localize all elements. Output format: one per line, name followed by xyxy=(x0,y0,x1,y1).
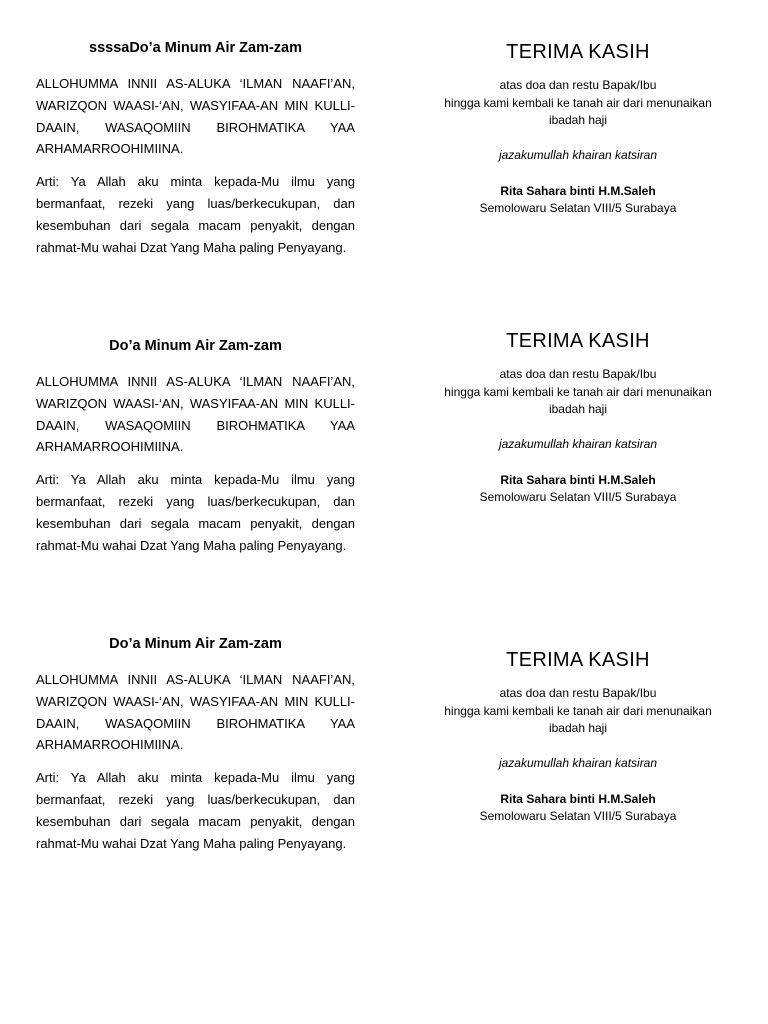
sender-address: Semolowaru Selatan VIII/5 Surabaya xyxy=(479,489,677,504)
thanks-line-1: atas doa dan restu Bapak/Ibu xyxy=(499,686,657,700)
thanks-message xyxy=(433,685,723,738)
doa-text: ALLOHUMMA INNII AS-ALUKA ‘ILMAN NAAFI’AN, WARIZQON WAASI-‘AN, WASYIFAA-AN MIN KULLI-DAAIN, WASAQOMIIN BIROHMATIKA YAA ARHAMARROOHIMIINA. xyxy=(36,374,355,455)
thanks-line-1: atas doa dan restu Bapak/Ibu xyxy=(499,367,657,381)
doa-arti: Arti: Ya Allah aku minta kepada-Mu ilmu yang bermanfaat, rezeki yang luas/berkecukupan, dan kesembuhan dari segala macam penyakit, dengan rahmat-Mu wahai Dzat Yang Maha paling Penyayang. xyxy=(36,472,355,553)
doa-card-1 xyxy=(36,39,355,269)
thanks-line-2: hingga kami kembali ke tanah air dari menunaikan xyxy=(444,703,712,718)
thanks-line-2: hingga kami kembali ke tanah air dari menunaikan xyxy=(444,95,712,110)
sender-name: Rita Sahara binti H.M.Saleh xyxy=(500,183,656,198)
doa-arti: Arti: Ya Allah aku minta kepada-Mu ilmu yang bermanfaat, rezeki yang luas/berkecukupan, dan kesembuhan dari segala macam penyakit, dengan rahmat-Mu wahai Dzat Yang Maha paling Penyayang. xyxy=(36,174,355,255)
doa-arti: Arti: Ya Allah aku minta kepada-Mu ilmu yang bermanfaat, rezeki yang luas/berkecukupan, dan kesembuhan dari segala macam penyakit, dengan rahmat-Mu wahai Dzat Yang Maha paling Penyayang. xyxy=(36,770,355,851)
sender-address: Semolowaru Selatan VIII/5 Surabaya xyxy=(479,808,677,823)
doa-title: Do’a Minum Air Zam-zam xyxy=(109,636,282,652)
thanks-message xyxy=(433,366,723,419)
thanks-message xyxy=(433,77,723,130)
thanks-card-3 xyxy=(433,648,723,825)
doa-text: ALLOHUMMA INNII AS-ALUKA ‘ILMAN NAAFI’AN, WARIZQON WAASI-‘AN, WASYIFAA-AN MIN KULLI-DAAIN, WASAQOMIIN BIROHMATIKA YAA ARHAMARROOHIMIINA. xyxy=(36,672,355,753)
thanks-prayer: jazakumullah khairan katsiran xyxy=(498,755,658,770)
thanks-line-1: atas doa dan restu Bapak/Ibu xyxy=(499,78,657,92)
thanks-line-3: ibadah haji xyxy=(548,721,608,735)
thanks-title: TERIMA KASIH xyxy=(506,41,650,63)
doa-text: ALLOHUMMA INNII AS-ALUKA ‘ILMAN NAAFI’AN, WARIZQON WAASI-‘AN, WASYIFAA-AN MIN KULLI-DAAIN, WASAQOMIIN BIROHMATIKA YAA ARHAMARROOHIMIINA. xyxy=(36,76,355,157)
doa-card-3 xyxy=(36,635,355,865)
doa-title: Do’a Minum Air Zam-zam xyxy=(109,338,282,354)
thanks-title: TERIMA KASIH xyxy=(506,330,650,352)
thanks-card-1 xyxy=(433,40,723,217)
doa-card-2 xyxy=(36,337,355,567)
thanks-line-3: ibadah haji xyxy=(548,402,608,416)
doa-title: ssssaDo’a Minum Air Zam-zam xyxy=(89,40,302,56)
thanks-title: TERIMA KASIH xyxy=(506,649,650,671)
sender-address: Semolowaru Selatan VIII/5 Surabaya xyxy=(479,200,677,215)
thanks-prayer: jazakumullah khairan katsiran xyxy=(498,147,658,162)
sender-name: Rita Sahara binti H.M.Saleh xyxy=(500,791,656,806)
thanks-card-2 xyxy=(433,329,723,506)
thanks-line-3: ibadah haji xyxy=(548,113,608,127)
thanks-line-2: hingga kami kembali ke tanah air dari menunaikan xyxy=(444,384,712,399)
thanks-prayer: jazakumullah khairan katsiran xyxy=(498,436,658,451)
sender-name: Rita Sahara binti H.M.Saleh xyxy=(500,472,656,487)
